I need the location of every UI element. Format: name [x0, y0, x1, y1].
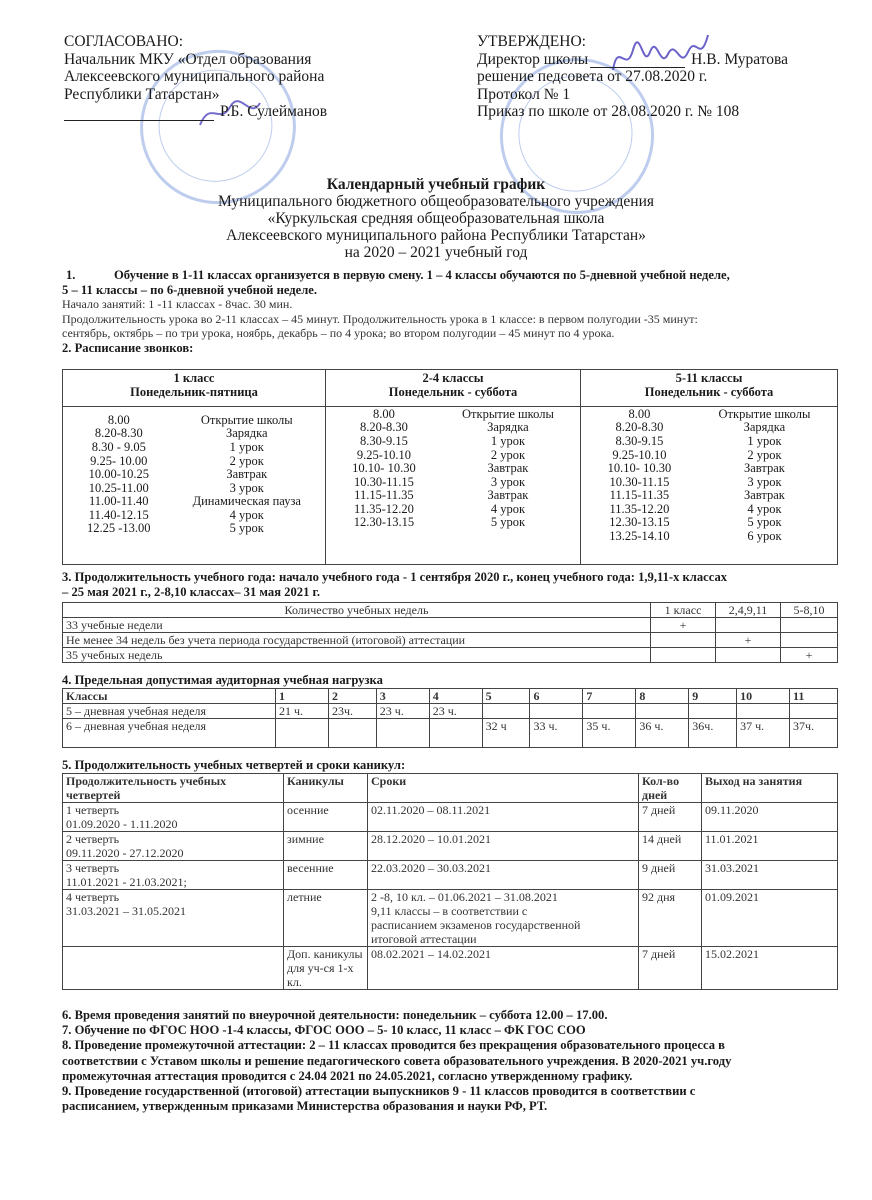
bell-event: Открытие школы	[462, 406, 554, 421]
weeks-cell	[781, 618, 838, 633]
weeks-cell	[716, 618, 781, 633]
approval-left	[64, 33, 327, 121]
bell-event: 1 урок	[229, 439, 264, 454]
holiday-date-line: итоговой аттестации	[371, 932, 477, 946]
bell-event: 5 урок	[229, 521, 264, 536]
bell-time: 10.25-11.00	[88, 480, 149, 495]
approval-left-line: Республики Татарстан»	[64, 85, 220, 103]
weeks-cell	[716, 648, 781, 663]
holiday-date-line: 22.03.2020 – 30.03.2021	[371, 861, 491, 875]
quarter-row	[63, 890, 838, 947]
holiday-days: 7 дней	[639, 947, 702, 990]
weeks-cell: 33 учебные недели	[63, 618, 651, 633]
section-1-text	[62, 268, 842, 283]
approval-right-line: Приказ по школе от 28.08.2020 г. № 108	[477, 103, 740, 120]
load-header: 4	[429, 689, 482, 704]
bell-event: 1 урок	[747, 433, 782, 448]
bell-event: 3 урок	[490, 474, 526, 489]
load-cell	[376, 719, 429, 748]
bell-time: 11.15-11.35	[354, 488, 414, 503]
director-name: Н.В. Муратова	[691, 50, 789, 68]
bell-time: 8.20-8.30	[94, 426, 143, 441]
load-header: Классы	[63, 689, 276, 704]
bell-time: 10.10- 10.30	[607, 461, 672, 476]
bell-event: 4 урок	[229, 507, 264, 522]
bell-time: 11.00-11.40	[89, 494, 149, 509]
load-cell	[583, 704, 636, 719]
bell-time: 8.30-9.15	[359, 433, 408, 448]
section-1-bold: Обучение в 1-11 классах организуется в первую смену. 1 – 4 классы обучаются по 5-дневной учебной неделе,	[114, 268, 730, 282]
bell-time: 10.30-11.15	[353, 474, 414, 489]
holiday-name: зимние	[284, 832, 368, 861]
bell-time: 8.20-8.30	[359, 420, 408, 435]
weeks-row	[63, 633, 838, 648]
section-1	[62, 268, 842, 355]
holiday-date-line: 28.12.2020 – 10.01.2021	[371, 832, 491, 846]
bell-event: Зарядка	[225, 426, 268, 441]
quarter-row	[63, 947, 838, 990]
bell-events	[462, 408, 554, 530]
bell-event: 3 урок	[747, 474, 782, 489]
load-cell: 5 – дневная учебная неделя	[63, 704, 276, 719]
section-3-text-2: – 25 мая 2021 г., 2-8,10 классах– 31 мая 2021 г.	[62, 584, 320, 599]
approval-left-signature-line	[64, 103, 327, 121]
holiday-date-line: 2 -8, 10 кл. – 01.06.2021 – 31.08.2021	[371, 890, 558, 904]
group-title: 5-11 классы	[675, 371, 743, 385]
bell-group-body	[63, 406, 326, 564]
study-weeks-table	[62, 602, 838, 663]
return-date: 09.11.2020	[702, 803, 838, 832]
quarter-period: 09.11.2020 - 27.12.2020	[66, 846, 184, 860]
quarter-cell	[63, 947, 284, 990]
lesson-start: Начало занятий: 1 -11 классах - 8час. 30 мин.	[62, 297, 293, 311]
bell-time: 11.35-12.20	[353, 501, 414, 516]
load-cell: 23 ч.	[429, 704, 482, 719]
quarter-cell	[63, 890, 284, 947]
bell-event: Открытие школы	[718, 406, 811, 421]
title-line: Муниципального бюджетного общеобразовательного учреждения	[217, 193, 654, 210]
holiday-dates	[368, 861, 639, 890]
load-cell: 23 ч.	[376, 704, 429, 719]
lesson-duration: Продолжительность урока во 2-11 классах – 45 минут. Продолжительность урока в 1 классе: в первом полугодии -35 минут:	[62, 311, 698, 326]
holiday-name: весенние	[284, 861, 368, 890]
holiday-dates	[368, 803, 639, 832]
bell-time: 8.00	[107, 412, 130, 427]
holiday-name: летние	[284, 890, 368, 947]
bell-event: 6 урок	[747, 529, 782, 544]
load-header: 8	[636, 689, 689, 704]
bell-events	[193, 414, 301, 536]
director-line	[477, 51, 788, 69]
holiday-date-line: 08.02.2021 – 14.02.2021	[371, 947, 491, 961]
load-cell	[276, 719, 329, 748]
bell-event: Динамическая пауза	[192, 494, 301, 509]
approval-right-line: Протокол № 1	[477, 85, 571, 103]
return-date: 31.03.2021	[702, 861, 838, 890]
section-number: 1.	[66, 268, 76, 282]
quarter-name: 4 четверть	[66, 890, 120, 904]
bell-group-header	[581, 370, 838, 407]
quarters-header: Каникулы	[284, 774, 368, 803]
load-header: 3	[376, 689, 429, 704]
title-line: на 2020 – 2021 учебный год	[344, 244, 528, 261]
bell-group-body	[326, 406, 581, 564]
section-3	[62, 570, 842, 599]
bell-time: 8.00	[372, 406, 395, 421]
load-header: 5	[482, 689, 530, 704]
load-cell	[737, 704, 790, 719]
approval-right-heading: УТВЕРЖДЕНО:	[477, 33, 586, 50]
load-cell	[790, 704, 838, 719]
load-row	[63, 719, 838, 748]
bell-time: 8.00	[628, 406, 651, 421]
return-date: 15.02.2021	[702, 947, 838, 990]
load-cell	[636, 704, 689, 719]
bell-time: 8.30 - 9.05	[91, 439, 146, 454]
weeks-cell: 35 учебных недель	[63, 648, 651, 663]
bell-time: 9.25-10.10	[356, 447, 412, 462]
quarter-period: 31.03.2021 – 31.05.2021	[66, 904, 186, 918]
quarters-table	[62, 773, 838, 990]
document-title	[0, 176, 872, 261]
bell-group-header	[326, 370, 581, 407]
bell-event: Открытие школы	[200, 412, 293, 427]
bell-event: 2 урок	[490, 447, 526, 462]
quarter-period: 01.09.2020 - 1.11.2020	[66, 817, 178, 831]
load-cell	[429, 719, 482, 748]
quarter-row	[63, 861, 838, 890]
lesson-duration-2: сентябрь, октябрь – по три урока, ноябрь, декабрь – по 4 урока; во втором полугодии – 45 минут по 4 урока.	[62, 326, 615, 340]
group-days: Понедельник - суббота	[644, 385, 774, 399]
group-days: Понедельник-пятница	[130, 385, 258, 399]
section-1-bold-2: 5 – 11 классы – по 6-дневной учебной неделе.	[62, 282, 318, 297]
bell-time: 8.20-8.30	[615, 420, 664, 435]
weeks-cell: +	[781, 648, 838, 663]
section-3-text: 3. Продолжительность учебного года: начало учебного года - 1 сентября 2020 г., конец учебного года: 1,9,11-х классах	[62, 570, 728, 584]
bell-event: Завтрак	[487, 488, 529, 503]
bell-time: 9.25- 10.00	[90, 453, 148, 468]
bell-event: 2 урок	[747, 447, 782, 462]
load-cell: 21 ч.	[276, 704, 329, 719]
quarter-cell	[63, 832, 284, 861]
load-cell: 6 – дневная учебная неделя	[63, 719, 276, 748]
holiday-days: 14 дней	[639, 832, 702, 861]
bell-times	[87, 414, 151, 536]
section-5-heading: 5. Продолжительность учебных четвертей и сроки каникул:	[62, 758, 406, 772]
weeks-header: Количество учебных недель	[63, 603, 651, 618]
bell-event: 1 урок	[490, 433, 526, 448]
weeks-cell	[781, 633, 838, 648]
quarters-header: Кол-во дней	[639, 774, 702, 803]
bell-time: 9.25-10.10	[612, 447, 667, 462]
bell-time: 10.10- 10.30	[352, 461, 416, 476]
quarter-name: 3 четверть	[66, 861, 120, 875]
bell-event: 3 урок	[229, 480, 264, 495]
load-header: 1	[276, 689, 329, 704]
quarter-period: 11.01.2021 - 21.03.2021;	[66, 875, 187, 889]
holiday-dates	[368, 832, 639, 861]
bell-event: Завтрак	[226, 467, 268, 482]
footer-line: промежуточная аттестация проводится с 24.04 2021 по 24.05.2021, согласно утвержденному графику.	[62, 1068, 633, 1083]
director-label: Директор школы	[477, 50, 589, 68]
holiday-days: 92 дня	[639, 890, 702, 947]
holiday-date-line: 02.11.2020 – 08.11.2021	[371, 803, 491, 817]
approval-right	[477, 33, 788, 121]
weeks-cell	[651, 633, 716, 648]
weeks-header: 5-8,10	[781, 603, 838, 618]
bell-time: 11.15-11.35	[609, 488, 670, 503]
load-cell: 37ч.	[790, 719, 838, 748]
footer-line: 6. Время проведения занятий по внеурочной деятельности: понедельник – суббота 12.00 – 17.00.	[62, 1008, 608, 1022]
bell-event: 5 урок	[747, 515, 782, 530]
weeks-header: 2,4,9,11	[716, 603, 781, 618]
quarter-row	[63, 803, 838, 832]
quarter-row	[63, 832, 838, 861]
load-header: 10	[737, 689, 790, 704]
quarters-header: Выход на занятия	[702, 774, 838, 803]
load-cell	[530, 704, 583, 719]
load-header: 11	[790, 689, 838, 704]
title-line: Алексеевского муниципального района Республики Татарстан»	[226, 227, 646, 244]
quarter-cell	[63, 861, 284, 890]
bell-time: 12.30-13.15	[609, 515, 670, 530]
footer-line: расписанием, утвержденным приказами Министерства образования и науки РФ, РТ.	[62, 1099, 548, 1114]
footer-items	[62, 1008, 842, 1114]
title-main: Календарный учебный график	[326, 176, 546, 193]
group-days: Понедельник - суббота	[388, 385, 518, 399]
group-title: 2-4 классы	[422, 371, 484, 385]
footer-line: соответствии с Уставом школы и решение педагогического совета образовательного учреждения. В 2020-2021 уч.году	[62, 1053, 732, 1068]
holiday-days: 7 дней	[639, 803, 702, 832]
bell-time: 10.30-11.15	[609, 474, 670, 489]
bell-time: 8.30-9.15	[615, 433, 664, 448]
bell-event: 5 урок	[490, 515, 526, 530]
load-cell: 23ч.	[328, 704, 376, 719]
title-line: «Куркульская средняя общеобразовательная школа	[267, 210, 605, 227]
holiday-name: Доп. каникулы для уч-ся 1-х кл.	[284, 947, 368, 990]
weeks-cell	[651, 648, 716, 663]
approval-right-line: решение педсовета от 27.08.2020 г.	[477, 68, 708, 85]
bell-group-body	[581, 406, 838, 564]
quarter-name: 1 четверть	[66, 803, 120, 817]
bell-event: Зарядка	[743, 420, 786, 435]
return-date: 01.09.2021	[702, 890, 838, 947]
weeks-cell: Не менее 34 недель без учета периода государственной (итоговой) аттестации	[63, 633, 651, 648]
approval-left-line: Начальник МКУ «Отдел образования	[64, 50, 312, 68]
load-header: 2	[328, 689, 376, 704]
workload-table	[62, 688, 838, 748]
bell-times	[608, 408, 672, 544]
bell-events	[719, 408, 811, 544]
holiday-dates	[368, 947, 639, 990]
quarters-header: Сроки	[368, 774, 639, 803]
bell-event: 4 урок	[490, 501, 526, 516]
load-cell	[328, 719, 376, 748]
load-cell: 32 ч	[482, 719, 530, 748]
load-row	[63, 704, 838, 719]
weeks-cell: +	[716, 633, 781, 648]
bell-schedule-table	[62, 369, 838, 565]
bell-time: 11.40-12.15	[88, 507, 149, 522]
holiday-days: 9 дней	[639, 861, 702, 890]
footer-line: 8. Проведение промежуточной аттестации: 2 – 11 классах проводится без прекращения образовательного процесса в	[62, 1038, 725, 1053]
bell-time: 12.25 -13.00	[87, 521, 151, 536]
load-cell: 33 ч.	[530, 719, 583, 748]
holiday-dates	[368, 890, 639, 947]
group-title: 1 класс	[173, 371, 215, 385]
weeks-cell: +	[651, 618, 716, 633]
weeks-row	[63, 648, 838, 663]
bell-event: Завтрак	[743, 461, 785, 476]
footer-line: 7. Обучение по ФГОС НОО -1-4 классы, ФГОС ООО – 5- 10 класс, 11 класс – ФК ГОС СОО	[62, 1023, 586, 1038]
bell-event: Завтрак	[487, 461, 529, 476]
load-cell: 37 ч.	[737, 719, 790, 748]
holiday-name: осенние	[284, 803, 368, 832]
load-header: 9	[689, 689, 737, 704]
section-2-heading: 2. Расписание звонков:	[62, 340, 194, 355]
load-cell: 36ч.	[689, 719, 737, 748]
bell-event: Завтрак	[743, 488, 785, 503]
bell-time: 12.30-13.15	[353, 515, 415, 530]
load-cell	[482, 704, 530, 719]
bell-time: 11.35-12.20	[609, 501, 670, 516]
bell-event: 4 урок	[747, 501, 782, 516]
load-cell	[689, 704, 737, 719]
load-header: 6	[530, 689, 583, 704]
load-cell: 36 ч.	[636, 719, 689, 748]
approval-left-line: Алексеевского муниципального района	[64, 68, 325, 85]
bell-event: 2 урок	[229, 453, 264, 468]
bell-group-header	[63, 370, 326, 407]
load-header: 7	[583, 689, 636, 704]
return-date: 11.01.2021	[702, 832, 838, 861]
bell-times	[352, 408, 416, 530]
bell-time: 10.00-10.25	[88, 467, 149, 482]
load-cell: 35 ч.	[583, 719, 636, 748]
holiday-date-line: 9,11 классы – в соответствии с	[371, 904, 528, 918]
bell-time: 13.25-14.10	[609, 529, 670, 544]
quarter-cell	[63, 803, 284, 832]
quarters-header: Продолжительность учебных четвертей	[63, 774, 284, 803]
holiday-date-line: расписанием экзаменов государственной	[371, 918, 581, 932]
signatory-name: Р.Б. Сулейманов	[220, 103, 328, 120]
footer-line: 9. Проведение государственной (итоговой) аттестации выпускников 9 - 11 классов проводится в соответствии с	[62, 1084, 696, 1099]
quarter-name: 2 четверть	[66, 832, 120, 846]
bell-event: Зарядка	[487, 420, 529, 435]
weeks-header: 1 класс	[651, 603, 716, 618]
weeks-row	[63, 618, 838, 633]
section-4-heading: 4. Предельная допустимая аудиторная учебная нагрузка	[62, 673, 383, 687]
approval-left-heading: СОГЛАСОВАНО:	[64, 33, 184, 50]
